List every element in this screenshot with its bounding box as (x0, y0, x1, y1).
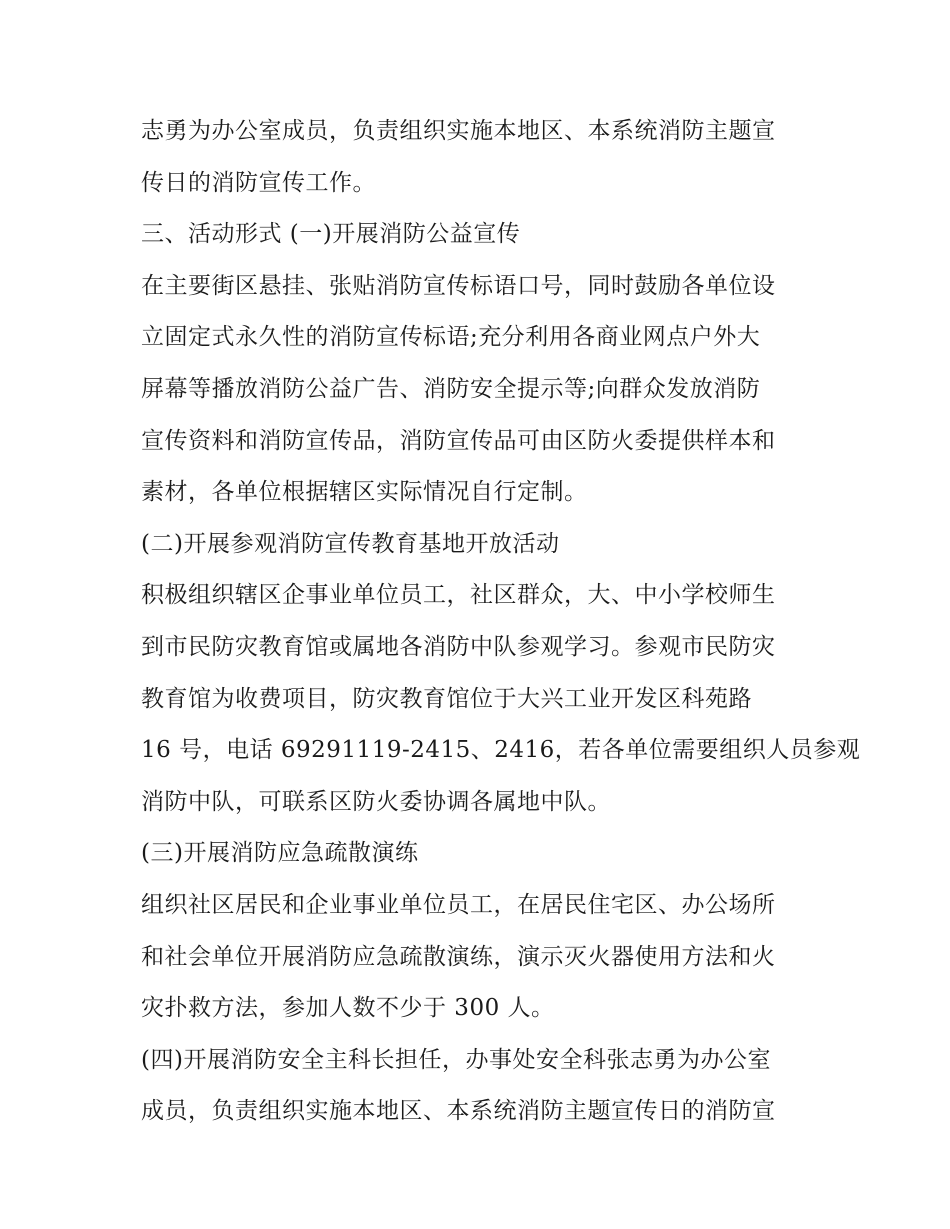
text-line: 素材，各单位根据辖区实际情况自行定制。 (141, 479, 588, 506)
text-line: 16 号，电话 69291119-2415、2416，若各单位需要组织人员参观 (141, 737, 861, 764)
text-line: 屏幕等播放消防公益广告、消防安全提示等;向群众发放消防 (141, 375, 761, 402)
text-line: 和社会单位开展消防应急疏散演练，演示灭火器使用方法和火 (141, 943, 776, 970)
section-heading: 三、活动形式 (一)开展消防公益宣传 (141, 221, 521, 248)
text-line: 消防中队，可联系区防火委协调各属地中队。 (141, 788, 611, 815)
section-heading: (四)开展消防安全主科长担任，办事处安全科张志勇为办公室 (141, 1046, 771, 1073)
text-line: 成员，负责组织实施本地区、本系统消防主题宣传日的消防宣 (141, 1098, 776, 1125)
text-line: 灾扑救方法，参加人数不少于 300 人。 (141, 995, 555, 1022)
text-line: 积极组织辖区企事业单位员工，社区群众，大、中小学校师生 (141, 582, 776, 609)
text-line: 传日的消防宣传工作。 (141, 169, 376, 196)
text-line: 立固定式永久性的消防宣传标语;充分利用各商业网点户外大 (141, 324, 761, 351)
text-line: 教育馆为收费项目，防灾教育馆位于大兴工业开发区科苑路 (141, 685, 752, 712)
text-line: 组织社区居民和企业事业单位员工，在居民住宅区、办公场所 (141, 891, 776, 918)
text-line: 在主要街区悬挂、张贴消防宣传标语口号，同时鼓励各单位设 (141, 272, 776, 299)
document-body (141, 110, 861, 1142)
section-heading: (三)开展消防应急疏散演练 (141, 840, 419, 867)
text-line: 到市民防灾教育馆或属地各消防中队参观学习。参观市民防灾 (141, 633, 776, 660)
text-line: 志勇为办公室成员，负责组织实施本地区、本系统消防主题宣 (141, 118, 776, 144)
section-heading: (二)开展参观消防宣传教育基地开放活动 (141, 530, 560, 557)
text-line: 宣传资料和消防宣传品，消防宣传品可由区防火委提供样本和 (141, 427, 776, 454)
